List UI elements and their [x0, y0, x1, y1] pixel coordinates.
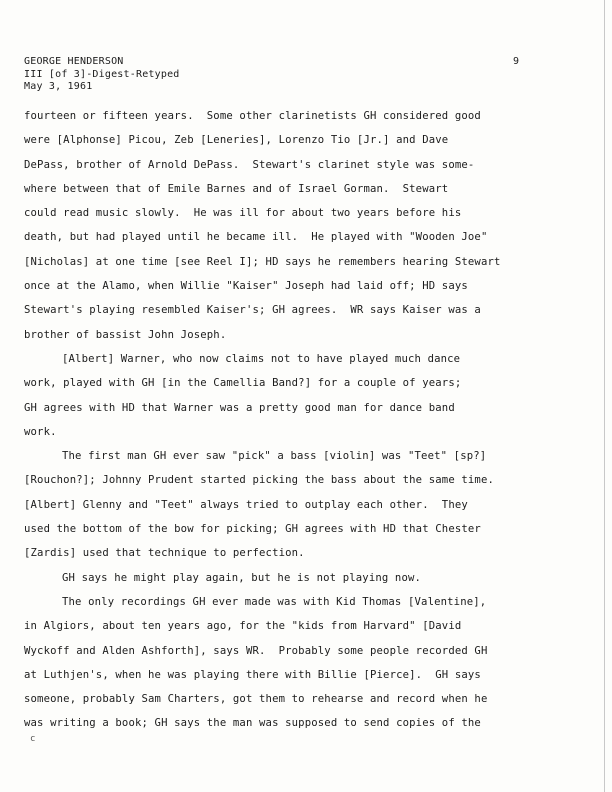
- text-line: [Albert] Glenny and "Teet" always tried to outplay each other. They: [24, 498, 468, 511]
- text-line: GH agrees with HD that Warner was a pretty good man for dance band: [24, 401, 455, 414]
- text-line: at Luthjen's, when he was playing there with Billie [Pierce]. GH says: [24, 668, 481, 681]
- footer-mark: c: [30, 734, 36, 744]
- text-line: death, but had played until he became ill. He played with "Wooden Joe": [24, 231, 488, 244]
- text-line: fourteen or fifteen years. Some other clarinetists GH considered good: [24, 110, 481, 122]
- text-line: [Albert] Warner, who now claims not to have played much dance: [62, 352, 461, 365]
- text-line: Stewart's playing resembled Kaiser's; GH agrees. WR says Kaiser was a: [24, 304, 481, 317]
- page-number: 9: [513, 56, 520, 67]
- text-line: Wyckoff and Alden Ashforth], says WR. Probably some people recorded GH: [24, 644, 488, 657]
- text-line: [Rouchon?]; Johnny Prudent started picking the bass about the same time.: [24, 474, 495, 487]
- text-line: was writing a book; GH says the man was supposed to send copies of the: [24, 717, 481, 730]
- header-reel: III [of 3]-Digest-Retyped: [24, 68, 180, 80]
- text-line: where between that of Emile Barnes and of Israel Gorman. Stewart: [24, 182, 449, 195]
- text-line: used the bottom of the bow for picking; GH agrees with HD that Chester: [24, 523, 481, 536]
- text-line: could read music slowly. He was ill for about two years before his: [24, 207, 462, 220]
- text-line: brother of bassist John Joseph.: [24, 328, 227, 341]
- text-line: The first man GH ever saw "pick" a bass [violin] was "Teet" [sp?]: [62, 450, 487, 463]
- document-header: [24, 56, 180, 94]
- text-line: were [Alphonse] Picou, Zeb [Leneries], Lorenzo Tio [Jr.] and Dave: [24, 134, 449, 147]
- text-line: The only recordings GH ever made was with Kid Thomas [Valentine],: [62, 595, 487, 608]
- text-line: DePass, brother of Arnold DePass. Stewart's clarinet style was some-: [24, 158, 475, 171]
- text-line: in Algiors, about ten years ago, for the "kids from Harvard" [David: [24, 620, 462, 633]
- text-line: work, played with GH [in the Camellia Band?] for a couple of years;: [24, 377, 462, 390]
- text-line: work.: [24, 425, 57, 438]
- text-line: someone, probably Sam Charters, got them to rehearse and record when he: [24, 693, 488, 706]
- text-line: GH says he might play again, but he is not playing now.: [62, 571, 422, 584]
- page-edge: [604, 0, 605, 792]
- text-line: once at the Alamo, when Willie "Kaiser" Joseph had laid off; HD says: [24, 280, 468, 293]
- text-line: [Zardis] used that technique to perfection.: [24, 547, 305, 560]
- header-name: GEORGE HENDERSON: [24, 56, 124, 67]
- text-line: [Nicholas] at one time [see Reel I]; HD says he remembers hearing Stewart: [24, 255, 501, 268]
- header-date: May 3, 1961: [24, 81, 93, 92]
- transcript-body: [24, 104, 564, 736]
